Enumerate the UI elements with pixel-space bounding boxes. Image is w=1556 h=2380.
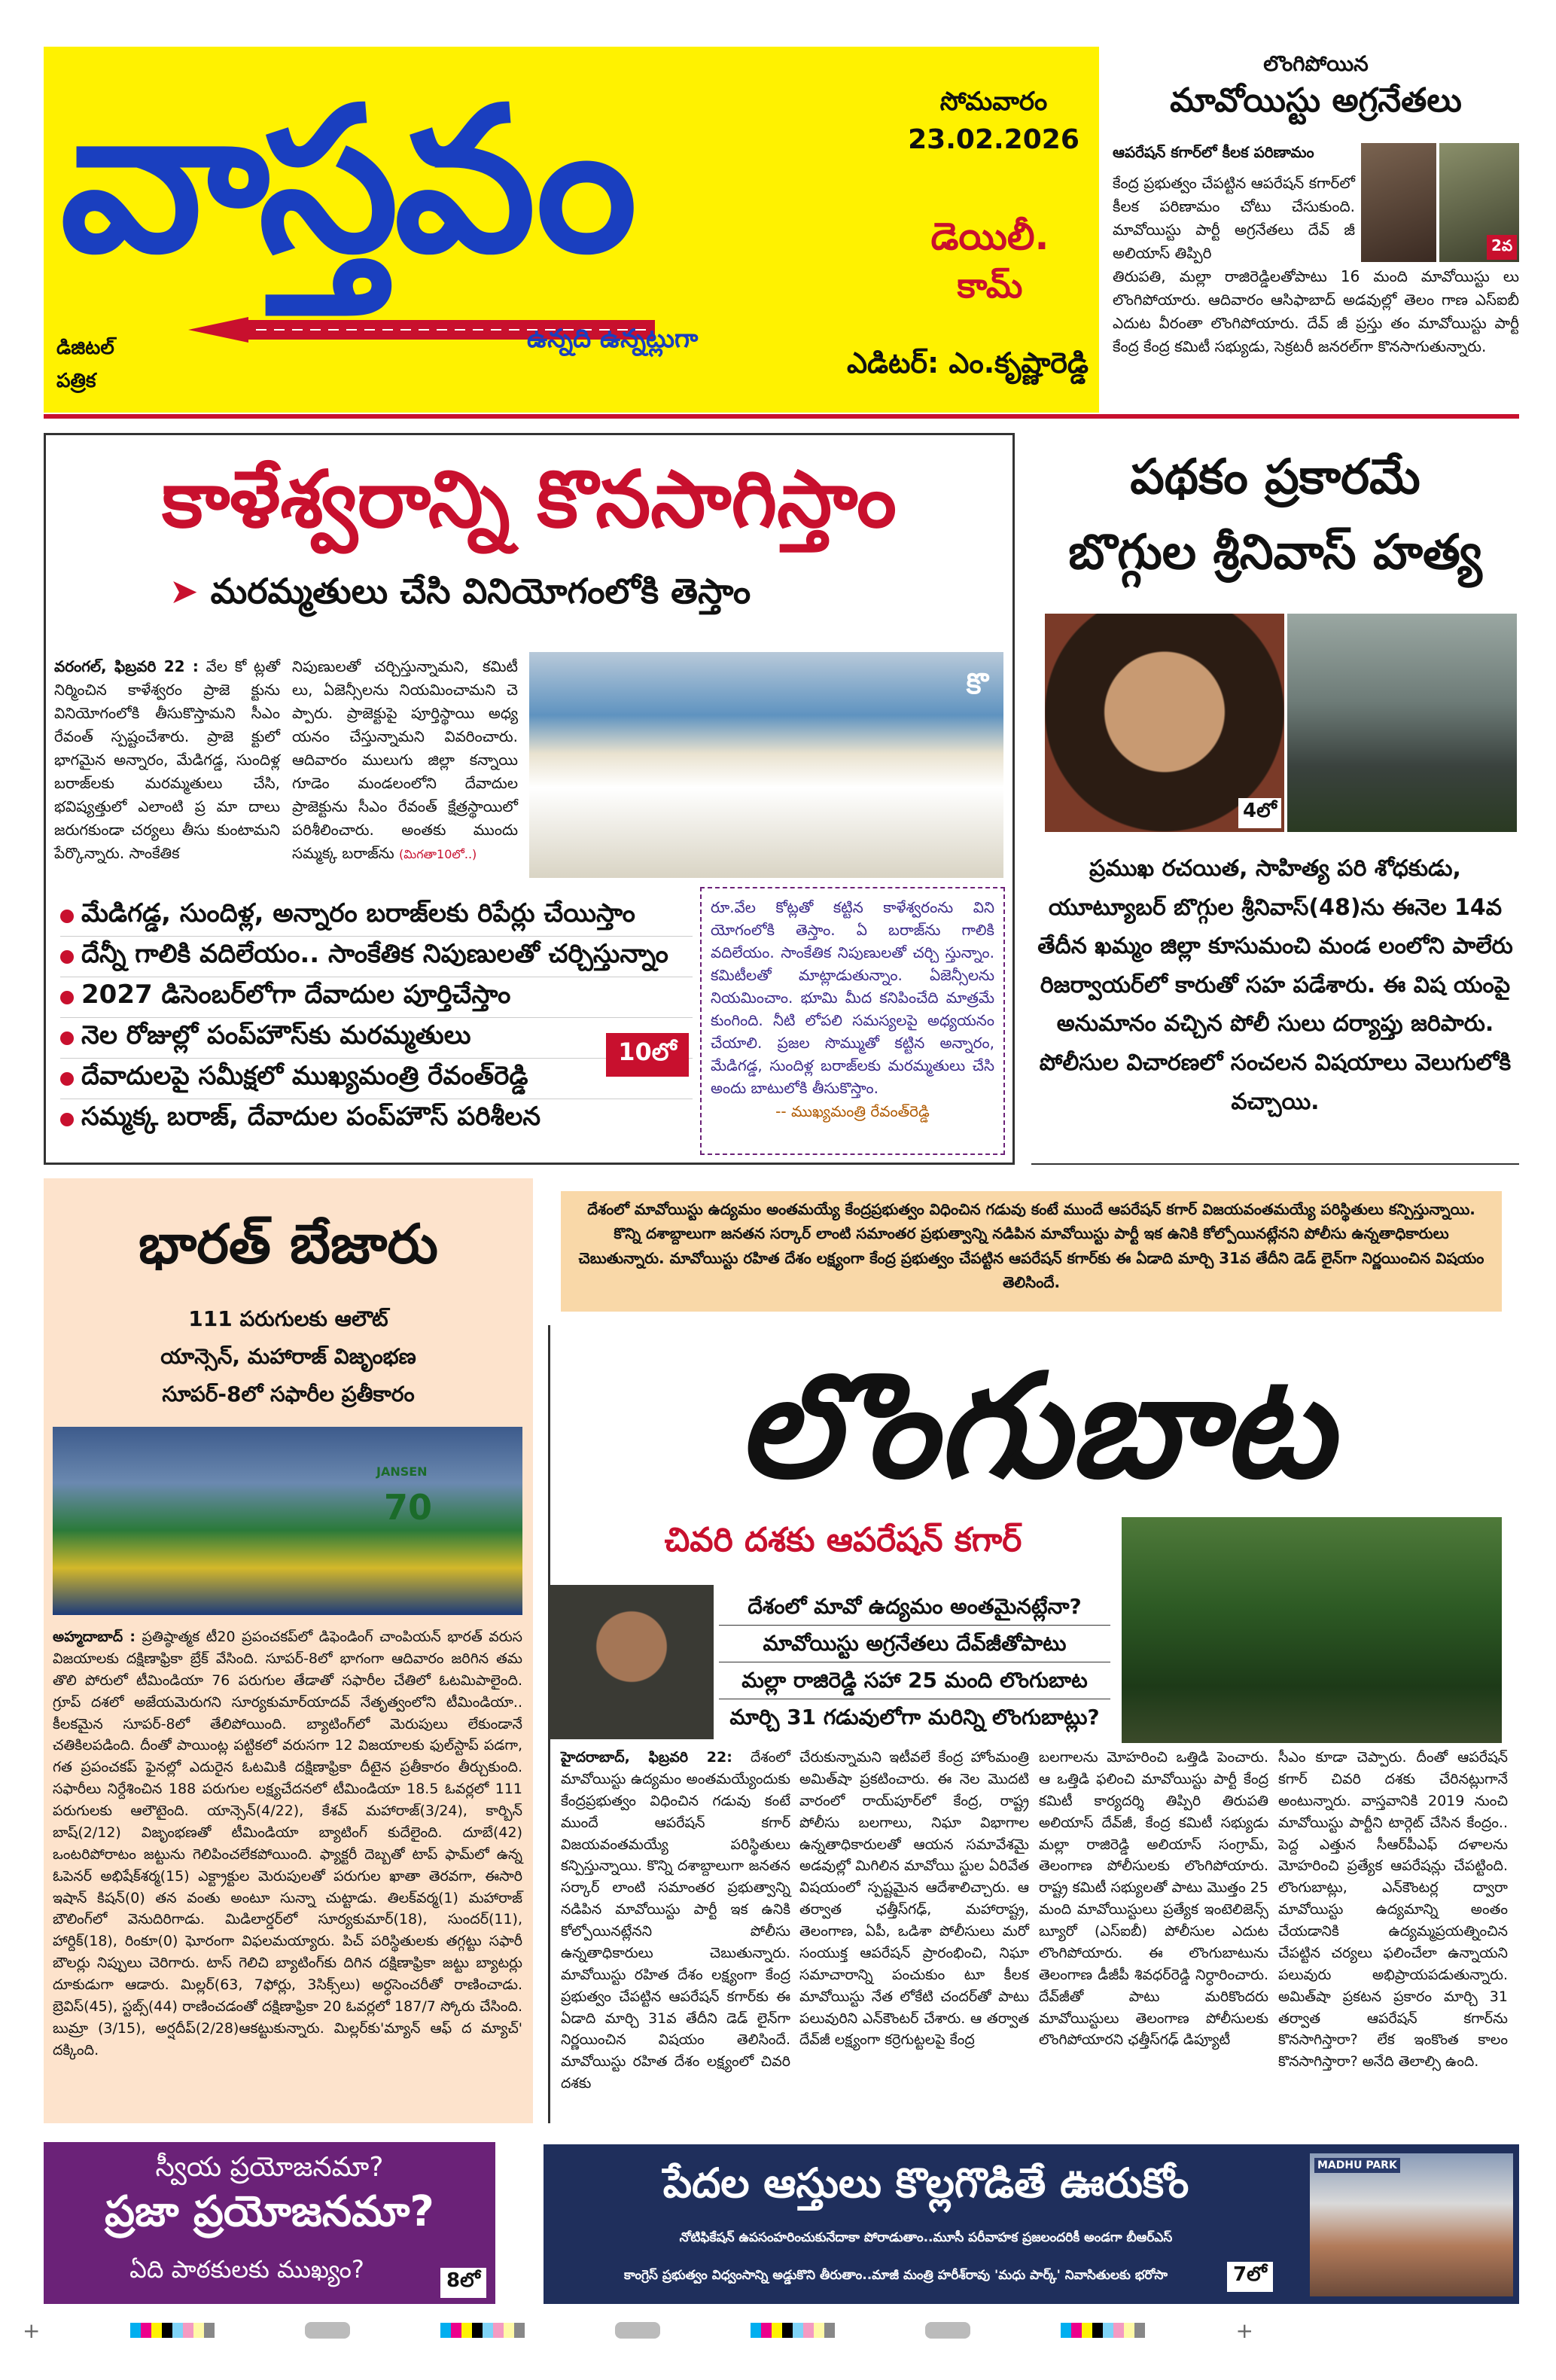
bullet-text: నెల రోజుల్లో పంప్‌హౌస్‌కు మరమ్మతులు (81, 1019, 471, 1050)
top-right-page-ref: 2వ (1487, 235, 1517, 260)
maoist-leader-portrait-photo (550, 1585, 714, 1739)
bullet-item (60, 937, 693, 977)
bullet-item (60, 1059, 693, 1099)
gray-bar (925, 2322, 970, 2339)
top-right-kicker: లొంగిపోయిన (1263, 51, 1369, 76)
question-line: మల్లా రాజిరెడ్డి సహా 25 మంది లొంగుబాట (719, 1662, 1110, 1699)
arrow-icon: ➤ (169, 571, 199, 611)
boggula-bottom-rule (1031, 1163, 1519, 1165)
boggula-page-ref: 4లో (1238, 798, 1281, 828)
bullet-dot (60, 1032, 74, 1045)
loungubata-sub: చివరి దశకు ఆపరేషన్ కగార్ (664, 1521, 1022, 1559)
madhu-park-banner: MADHU PARK (1314, 2158, 1400, 2173)
jersey-number: 70 (384, 1487, 433, 1528)
masthead-com: కామ్ (957, 265, 1023, 306)
masthead-tagline: ఉన్నది ఉన్నట్లుగా (527, 324, 699, 354)
masthead-daily: డెయిలీ. (930, 215, 1049, 258)
bullet-text: మేడిగడ్డ, సుందిళ్ల, అన్నారం బరాజ్‌లకు రిపేర్లు చేయిస్తాం (81, 897, 635, 928)
madhu-park-photo (1310, 2153, 1513, 2296)
cm-quote-text: రూ.వేల కోట్లతో కట్టిన కాళేశ్వరంను విని యోగంలోకి తెస్తాం. ఏ బరాజ్‌ను గాలికి వదిలేయం. సాంకేతిక నిపుణులతో చర్చి స్తున్నాం. కమిటీలతో మాట్లాడుతున్నాం. ఏజెన్సీలను నియమించాం. భూమి మీద కనిపించేది మాత్రమే కుంగింది. నీటి లోపలి సమస్యలపై అధ్యయనం చేయాలి. ప్రజల సొమ్ముతో కట్టిన అన్నారం, మేడిగడ్డ, సుందిళ్ల బరాజ్‌లకు మరమ్మతులు చేసి అందు బాటులోకి తీసుకొస్తాం. (711, 898, 994, 1097)
kaleshwaram-col2 (292, 655, 518, 865)
masthead-editor: ఎడిటర్: ఎం.కృష్ణారెడ్డి (847, 346, 1089, 379)
loungubata-col4: సీఎం కూడా చెప్పారు. దీంతో ఆపరేషన్ కగార్ చివరి దశకు చేరినట్లుగానే అంటున్నారు. వాస్తవానికి 2019 నుంచి మావోయిస్టు పార్టీని టార్గెట్ చేసిన కేంద్రం.. పెద్ద ఎత్తున సీఆర్‌పీఎఫ్ దళాలను మోహరించి ప్రత్యేక ఆపరేషన్లు చేపట్టింది. లొంగుబాట్లు, ఎన్‌కౌంటర్ల ద్వారా మావోయిస్టు ఉద్యమాన్ని అంతం చేయడానికి ఉద్యమ్మప్రయత్నించిన చేపట్టిన చర్యలు ఫలించేలా ఉన్నాయని పలువురు అభిప్రాయపడుతున్నారు. అమిత్‌షా ప్రకటన ప్రకారం మార్చి 31 తర్వాత ఆపరేషన్ కగార్‌ను కొనసాగిస్తారా? లేక ఇంకొంత కాలం కొనసాగిస్తారా? అనేది తెలాల్సి ఉంది. (1278, 1749, 1508, 2071)
loungubata-intro-text: దేశంలో మావోయిస్టు ఉద్యమం అంతమయ్యే కేంద్రప్రభుత్వం విధించిన గడువు కంటే ముందే ఆపరేషన్ కగార్ విజయవంతమయ్యే పరిస్థితులు కన్పిస్తున్నాయి. కొన్ని దశాబ్దాలుగా జనతన సర్కార్ లాంటి సమాంతర ప్రభుత్వాన్ని నడిపిన మావోయిస్టు పార్టీ ఇక ఉనికి కోల్పోయినట్లేనని పోలీసు ఉన్నతాధికారులు చెబుతున్నారు. మావోయిస్టు రహిత దేశం లక్ష్యంగా కేంద్ర ప్రభుత్వం చేపట్టిన ఆపరేషన్ కగార్‌కు ఈ ఏడాది మార్చి 31వ తేదీని డెడ్ లైన్‌గా నిర్ణయించిన విషయం తెలిసిందే. (578, 1200, 1484, 1292)
maoists-in-forest-photo (1122, 1517, 1502, 1743)
kaleshwaram-col2-text: నిపుణులతో చర్చిస్తున్నామని, కమిటీ లు, ఏజెన్సీలను నియమించామని చె ప్పారు. ప్రాజెక్టుపై పూర్తిస్థాయి అధ్య యనం చేస్తున్నామని వివరించారు. ఆదివారం ములుగు జిల్లా కన్నాయి గూడెం మండలంలోని దేవాదుల ప్రాజెక్టును సీఎం రేవంత్ క్షేత్రస్థాయిలో పరిశీలించారు. అంతకు ముందు సమ్మక్క బరాజ్‌ను (292, 657, 518, 862)
sports-body-text: ప్రతిష్ఠాత్మక టీ20 ప్రపంచకప్‌లో డిఫెండింగ్ చాంపియన్ భారత్ వరుస విజయాలకు దక్షిణాఫ్రికా బ్రేక్ వేసింది. సూపర్-8లో భాగంగా ఆదివారం జరిగిన తమ తొలి పోరులో టీమిండియా 76 పరుగుల తేడాతో సఫారీల చేతిలో ఓటమిపాలైంది. గ్రూప్ దశలో అజేయమెరుగని సూర్యకుమార్‌యాదవ్ నేతృత్వంలోని టీమిండియా.. కీలకమైన సూపర్-8లో తేలిపోయింది. బ్యాటింగ్‌లో మెరుపులు లేకుండానే చతికిలపడింది. దీంతో పాయింట్ల పట్టికలో వరుసగా 12 విజయాలకు ఫుల్‌స్టాప్ పడగా, గత ప్రపంచకప్ ఫైనల్లో ఎదురైన ఓటమికి దక్షిణాఫ్రికా దీటైన ప్రతీకారం తీర్చుకుంది. సఫారీలు నిర్దేశించిన 188 పరుగుల లక్ష్యచేదనలో టీమిండియా 18.5 ఓవర్లలో 111 పరుగులకు ఆలౌటైంది. యాన్సెన్(4/22), కేశవ్ మహారాజ్(3/24), కార్బిన్ బాష్(2/12) విజృంభణతో టీమిండియా బ్యాటింగ్ కుదేలైంది. దూబే(42) ఒంటరిపోరాటం జట్టును గెలిపించలేకపోయింది. ఫ్యాక్టరీ దెబ్బతో టాప్ ఫామ్‌లో ఉన్న ఓపెనర్ అభిషేక్‌శర్మ(15) ఎక్ట్రాక్టుల మెరుపులతో పరుగుల ఖాతా తెరవగా, ఈసారి ఇషాన్ కిషన్(0) తన వంతు అంటూ సున్నా చుట్టాడు. తిలక్‌వర్మ(1) మహారాజ్ బౌలింగ్‌లో వెనుదిరిగాడు. మిడిలార్డర్‌లో సూర్యకుమార్(18), సుందర్(11), హార్దిక్(18), రింకూ(0) ఘోరంగా విఫలమయ్యారు. పిచ్ పరిస్థితులకు తగ్గట్టు సఫారీ బౌలర్లు నిప్పులు చెరిగారు. టాస్ గెలిచి బ్యాటింగ్‌కు దిగిన దక్షిణాఫ్రికా జట్టు బ్యాటర్లు దూకుడుగా ఆడారు. మిల్లర్(63, 7ఫోర్లు, 3సిక్స్‌లు) అర్ధసెంచరీతో రాణించాడు. బ్రెవిస్(45), స్టబ్స్(44) రాణించడంతో దక్షిణాఫ్రికా 20 ఓవర్లలో 187/7 స్కోరు చేసింది. బుమ్రా (3/15), అర్షదీప్(2/28)ఆకట్టుకున్నారు. మిల్లర్‌కు'మ్యాన్ ఆఫ్ ద మ్యాచ్' దక్కింది. (53, 1629, 522, 2059)
kaleshwaram-bullets (60, 896, 693, 1140)
masthead-date: 23.02.2026 (908, 124, 1079, 155)
kaleshwaram-headline: కాళేశ్వరాన్ని కొనసాగిస్తాం (162, 453, 897, 545)
masthead-digital-label (56, 331, 114, 398)
ad-left-page-ref: 8లో (440, 2268, 486, 2298)
kaleshwaram-continued: (మిగతా10లో..) (399, 847, 477, 861)
cricket-celebration-photo (53, 1427, 522, 1615)
cm-quote-attribution: -- ముఖ్యమంత్రి రేవంత్‌రెడ్డి (775, 1102, 930, 1120)
question-line: మావోయిస్టు అగ్రనేతలు దేవ్‌జీతోపాటు (719, 1625, 1110, 1662)
loungubata-headline: లొంగుబాట (737, 1343, 1333, 1510)
maoist-leader-photo-1 (1361, 143, 1436, 262)
top-right-headline: మావోయిస్టు అగ్రనేతలు (1170, 81, 1462, 120)
bullet-item (60, 1018, 693, 1059)
ad-left-line-1: స్వీయ ప్రయోజనమా? (155, 2152, 384, 2183)
loungubata-col3: బలగాలను మోహరించి ఒత్తిడి పెంచారు. ఆ ఒత్తిడి ఫలించి మావోయిస్టు పార్టీ కేంద్ర కమిటీ కార్యదర్శి తిప్పిరి తిరుపతి అలియాస్ దేవ్‌జీ, కేంద్ర కమిటీ సభ్యుడు మల్లా రాజిరెడ్డి అలియాస్ సంగ్రామ్, తెలంగాణ పోలీసులకు లొంగిపోయారు. రాష్ట్ర కమిటీ సభ్యులతో పాటు మొత్తం 25 మంది మావోయిస్టులు ప్రత్యేక ఇంటెలిజెన్స్ బ్యూరో (ఎస్ఐబీ) పోలీసుల ఎదుట లొంగిపోయారు. ఈ లొంగుబాటును తెలంగాణ డీజీపీ శివధర్‌రెడ్డి నిర్ధారించారు. దేవ్‌జీతో పాటు మరికొందరు మావోయిస్టులు తెలంగాణ పోలీసులకు లొంగిపోయారని ఛత్తీస్‌గఢ్ డిప్యూటీ (1039, 1749, 1268, 2049)
ad-right-headline: పేదల ఆస్తులు కొల్లగొడితే ఊరుకోం (662, 2159, 1189, 2207)
kaleshwaram-sub-text: మరమ్మతులు చేసి వినియోగంలోకి తెస్తాం (210, 571, 751, 611)
bullet-text: 2027 డిసెంబర్‌లోగా దేవాదుల పూర్తిచేస్తాం (81, 979, 511, 1010)
gray-bar (615, 2322, 660, 2339)
color-bar (751, 2323, 835, 2338)
loungubata-intro-box (561, 1191, 1502, 1312)
digital-line-2: పత్రిక (56, 370, 96, 392)
color-bar (440, 2323, 525, 2338)
top-right-sub: ఆపరేషన్ కగార్‌లో కీలక పరిణామం (1113, 143, 1314, 161)
car-in-reservoir-photo (1287, 614, 1517, 832)
crosshair-icon: + (23, 2318, 41, 2343)
sports-line-3: సూపర్-8లో సఫారీల ప్రతీకారం (162, 1382, 415, 1406)
digital-line-1: డిజిటల్ (56, 337, 114, 359)
bullet-item (60, 896, 693, 937)
bullet-dot (60, 991, 74, 1004)
ad-right-page-ref: 7లో (1227, 2262, 1273, 2292)
ad-right-line-2: కాంగ్రెస్ ప్రభుత్వం విధ్వంసాన్ని అడ్డుకొని తీరుతాం..మాజీ మంత్రి హరీశ్‌రావు 'మధు పార్క్' నివాసితులకు భరోసా (623, 2268, 1168, 2283)
kaleshwaram-dateline: వరంగల్, ఫిబ్రవరి 22 : (54, 657, 199, 675)
bullet-item (60, 977, 693, 1018)
bullet-dot (60, 950, 74, 964)
gray-bar (305, 2322, 350, 2339)
sports-body (53, 1626, 522, 2062)
kaleshwaram-page-ref: 10లో (606, 1033, 689, 1077)
color-bar (1061, 2323, 1145, 2338)
question-line: మార్చి 31 గడువులోగా మరిన్ని లొంగుబాట్లు? (719, 1699, 1110, 1735)
sports-line-2: యాన్సెన్, మహారాజ్ విజృంభణ (160, 1344, 416, 1369)
sports-line-1: 111 పరుగులకు ఆలౌట్ (188, 1306, 388, 1331)
bullet-dot (60, 1072, 74, 1086)
cm-quote-box (700, 887, 1005, 1155)
question-line: దేశంలో మావో ఉద్యమం అంతమైనట్లేనా? (748, 1594, 1082, 1619)
bullet-dot (60, 910, 74, 923)
boggula-headline-2: బొగ్గుల శ్రీనివాస్ హత్య (1068, 525, 1482, 581)
masthead-rule (44, 414, 1519, 419)
kaleshwaram-col1 (54, 655, 280, 865)
loungubata-col2: చేరుకున్నామని ఇటీవలే కేంద్ర హోంమంత్రి అమిత్‌షా ప్రకటించారు. ఈ నెల మొదటి వారంలో రాయ్‌పూర్‌లో కేంద్ర, రాష్ట్ర పోలీసు బలగాలు, నిఘా విభాగాల ఉన్నతాధికారులతో ఆయన సమావేశమై అడవుల్లో మిగిలిన మావోయి స్టుల ఏరివేత విషయంలో స్పష్టమైన ఆదేశాలిచ్చారు. ఆ తర్వాత ఛత్తీస్‌గఢ్, మహారాష్ట్ర, తెలంగాణ, ఏపీ, ఒడిశా పోలీసులు మరో సంయుక్త ఆపరేషన్ ప్రారంభించి, నిఘా సమాచారాన్ని పంచుకుం టూ కీలక మావోయిస్టు నేత లోకేటి చందర్‌తో పాటు పలువురిని ఎన్‌కౌంటర్ చేశారు. ఆ తర్వాత దేవ్‌జీ లక్ష్యంగా కర్రెగుట్టలపై కేంద్ర (799, 1749, 1029, 2049)
top-right-body-wide: తిరుపతి, మల్లా రాజిరెడ్డిలతోపాటు 16 మంది మావోయిస్టు లు లొంగిపోయారు. ఆదివారం ఆసిఫాబాద్ అడవుల్లో తెలం గాణ ఎస్ఐబీ ఎదుట వీరంతా లొంగిపోయారు. దేవ్ జీ ప్రస్తు తం మావోయిస్టు పార్టీ కేంద్ర కేంద్ర కమిటీ సభ్యుడు, సెక్రటరీ జనరల్‌గా కొనసాగుతున్నారు. (1113, 267, 1519, 355)
loungubata-questions (719, 1589, 1110, 1735)
ad-left-line-3: ఏది పాఠకులకు ముఖ్యం? (129, 2255, 364, 2284)
loungubata-dateline: హైదరాబాద్, ఫిబ్రవరి 22: (561, 1749, 732, 1766)
jersey-name: JANSEN (376, 1464, 428, 1479)
bullet-dot (60, 1113, 74, 1126)
crosshair-icon: + (1235, 2318, 1253, 2343)
masthead-logo: వాస్తవం (60, 65, 633, 297)
boggula-headline-1: పథకం ప్రకారమే (1130, 449, 1420, 505)
top-right-body-narrow: కేంద్ర ప్రభుత్వం చేపట్టిన ఆపరేషన్ కగార్‌లో కీలక పరిణామం చోటు చేసుకుంది. మావోయిస్టు పార్టీ అగ్రనేతలు దేవ్ జీ అలియాస్ తిప్పిరి (1113, 174, 1355, 262)
event-banner-text: కొ (966, 667, 988, 700)
cm-revanth-event-photo (529, 652, 1003, 878)
kaleshwaram-sub (169, 571, 751, 620)
loungubata-col1 (561, 1747, 790, 2095)
bullet-text: దేన్నీ గాలికి వదిలేయం.. సాంకేతిక నిపుణులతో చర్చిస్తున్నాం (81, 938, 668, 969)
sports-dateline: అహ్మదాబాద్ : (53, 1629, 136, 1645)
registration-marks (23, 2319, 1536, 2342)
kaleshwaram-col1-text: వేల కో ట్లతో నిర్మించిన కాళేశ్వరం ప్రాజె క్టును వినియోగంలోకి తీసుకొస్తామని సీఎం రేవంత్ స్పష్టంచేశారు. ప్రాజె క్టులో భాగమైన అన్నారం, మేడిగడ్డ, సుందిళ్ల బరాజ్‌లకు మరమ్మతులు చేసి, భవిష్యత్తులో ఎలాంటి ప్ర మా దాలు జరుగకుండా చర్యలు తీసు కుంటామని పేర్కొన్నారు. సాంకేతిక (54, 657, 280, 862)
ad-left-line-2: ప్రజా ప్రయోజనమా? (105, 2187, 434, 2236)
boggula-body: ప్రముఖ రచయిత, సాహిత్య పరి శోధకుడు, యూట్యూబర్ బొగ్గుల శ్రీనివాస్(48)ను ఈనెల 14వ తేదీన ఖమ్మం జిల్లా కూసుమంచి మండ లంలోని పాలేరు రిజర్వాయర్‌లో కారుతో సహ పడేశారు. ఈ విష యంపై అనుమానం వచ్చిన పోలీ సులు దర్యాప్తు జరిపారు. పోలీసుల విచారణలో సంచలన విషయాలు వెలుగులోకి వచ్చాయి. (1037, 855, 1513, 1115)
ad-right-line-1: నోటిఫికేషన్ ఉపసంహరించుకునేదాకా పోరాడుతాం..మూసీ పరీవాహక ప్రజలందరికీ అండగా బీఆర్ఎస్ (679, 2230, 1173, 2245)
bullet-text: దేవాదులపై సమీక్షలో ముఖ్యమంత్రి రేవంత్‌రెడ్డి (81, 1060, 528, 1091)
bullet-item (60, 1099, 693, 1140)
bullet-text: సమ్మక్క బరాజ్, దేవాదుల పంప్‌హౌస్ పరిశీలన (81, 1102, 541, 1132)
loungubata-col1-text: దేశంలో మావోయిస్టు ఉద్యమం అంతమయ్యేందుకు కేంద్రప్రభుత్వం విధించిన గడువు కంటే ముందే ఆపరేషన్ కగార్ విజయవంతమయ్యే పరిస్థితులు కన్పిస్తున్నాయి. కొన్ని దశాబ్దాలుగా జనతన సర్కార్ లాంటి సమాంతర ప్రభుత్వాన్ని నడిపిన మావోయిస్టు పార్టీ ఇక ఉనికి కోల్పోయినట్లేనని పోలీసు ఉన్నతాధికారులు చెబుతున్నారు. మావోయిస్టు రహిత దేశం లక్ష్యంగా కేంద్ర ప్రభుత్వం చేపట్టిన ఆపరేషన్ కగార్‌కు ఈ ఏడాది మార్చి 31వ తేదీని డెడ్ లైన్‌గా నిర్ణయించిన విషయం తెలిసిందే. మావోయిస్టు రహిత దేశం లక్ష్యంలో చివరి దశకు (561, 1749, 790, 2092)
color-bar (130, 2323, 215, 2338)
masthead-day: సోమవారం (939, 87, 1048, 117)
sports-headline: భారత్ బేజారు (139, 1212, 438, 1275)
